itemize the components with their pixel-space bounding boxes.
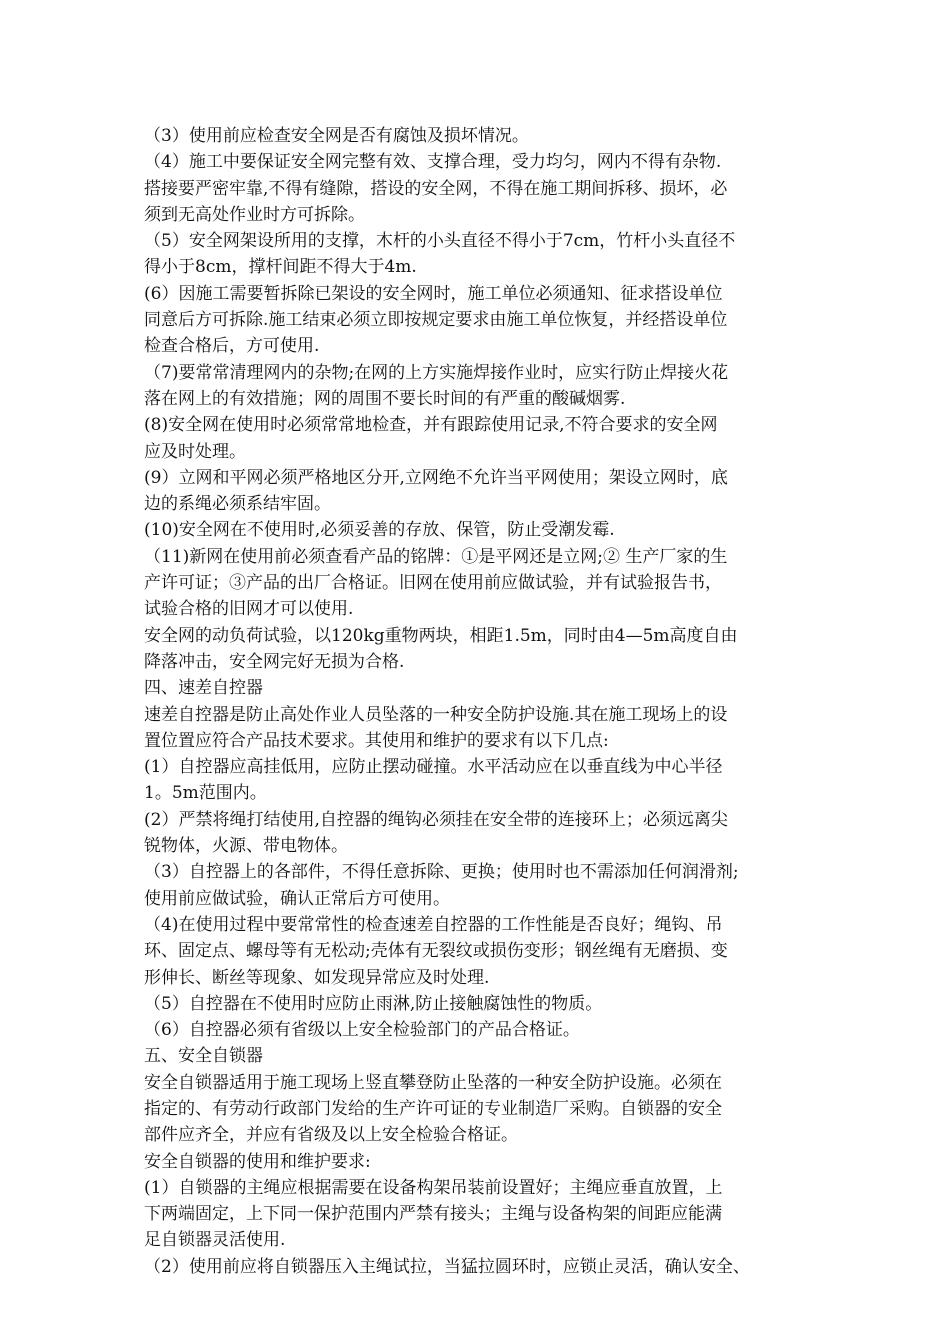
text-line: (6）因施工需要暂拆除已架设的安全网时，施工单位必须通知、征求搭设单位: [144, 283, 723, 304]
text-line: 使用前应做试验，确认正常后方可使用。: [144, 888, 450, 909]
text-line: 产许可证；③产品的出厂合格证。旧网在使用前应做试验，并有试验报告书，: [144, 573, 722, 594]
text-line: 五、安全自锁器: [144, 1046, 263, 1067]
text-line: 落在网上的有效措施；网的周围不要长时间的有严重的酸碱烟雾.: [144, 388, 626, 409]
text-line: 部件应齐全，并应有省级及以上安全检验合格证。: [144, 1125, 518, 1146]
text-line: 锐物体，火源、带电物体。: [144, 836, 348, 857]
text-line: 检查合格后，方可使用.: [144, 336, 320, 357]
text-line: 速差自控器是防止高处作业人员坠落的一种安全防护设施.其在施工现场上的设: [144, 704, 728, 725]
text-line: 搭接要严密牢靠,不得有缝隙，搭设的安全网，不得在施工期间拆移、损坏，必: [144, 178, 728, 199]
text-line: 须到无高处作业时方可拆除。: [144, 204, 365, 225]
text-line: 试验合格的旧网才可以使用.: [144, 599, 354, 620]
text-line: (9）立网和平网必须严格地区分开,立网绝不允许当平网使用；架设立网时，底: [144, 467, 728, 488]
text-line: 足自锁器灵活使用.: [144, 1230, 286, 1251]
text-line: (10)安全网在不使用时,必须妥善的存放、保管，防止受潮发霉.: [144, 520, 615, 541]
text-line: 1。5m范围内。: [144, 783, 267, 804]
text-line: （4)在使用过程中要常常性的检查速差自控器的工作性能是否良好；绳钩、吊: [144, 914, 723, 935]
text-line: 四、速差自控器: [144, 678, 263, 699]
text-line: （5）自控器在不使用时应防止雨淋,防止接触腐蚀性的物质。: [144, 993, 603, 1014]
text-line: 降落冲击，安全网完好无损为合格.: [144, 651, 405, 672]
text-line: (2）严禁将绳打结使用,自控器的绳钩必须挂在安全带的连接环上；必须远离尖: [144, 809, 728, 830]
text-line: (1）自控器应高挂低用，应防止摆动碰撞。水平活动应在以垂直线为中心半径: [144, 757, 723, 778]
text-line: 同意后方可拆除.施工结束必须立即按规定要求由施工单位恢复，并经搭设单位: [144, 310, 728, 331]
text-line: 置位置应符合产品技术要求。其使用和维护的要求有以下几点:: [144, 730, 609, 751]
text-line: 安全自锁器适用于施工现场上竖直攀登防止坠落的一种安全防护设施。必须在: [144, 1072, 722, 1093]
text-line: (1）自锁器的主绳应根据需要在设备构架吊装前设置好；主绳应垂直放置，上: [144, 1177, 723, 1198]
text-line: （2）使用前应将自锁器压入主绳试拉，当猛拉圆环时，应锁止灵活，确认安全、: [144, 1256, 750, 1277]
text-line: （3）自控器上的各部件，不得任意拆除、更换；使用时也不需添加任何润滑剂;: [144, 862, 739, 883]
text-line: 边的系绳必须系结牢固。: [144, 494, 331, 515]
text-line: 形伸长、断丝等现象、如发现异常应及时处理.: [144, 967, 490, 988]
text-line: （7)要常常清理网内的杂物;在网的上方实施焊接作业时，应实行防止焊接火花: [144, 362, 729, 383]
text-line: （3）使用前应检查安全网是否有腐蚀及损坏情况。: [144, 126, 529, 146]
text-line: （4）施工中要保证安全网完整有效、支撑合理，受力均匀，网内不得有杂物.: [144, 152, 722, 173]
text-line: 应及时处理。: [144, 441, 246, 462]
text-line: （5）安全网架设所用的支撑，木杆的小头直径不得小于7cm，竹杆小头直径不: [144, 231, 736, 252]
document-body: [144, 123, 824, 1280]
text-line: 得小于8cm，撑杆间距不得大于4m.: [144, 257, 417, 278]
text-line: （11)新网在使用前必须查看产品的铭牌：①是平网还是立网;② 生产厂家的生: [144, 546, 728, 567]
text-line: 下两端固定，上下同一保护范围内严禁有接头；主绳与设备构架的间距应能满: [144, 1204, 722, 1225]
text-line: 安全网的动负荷试验，以120kg重物两块，相距1.5m，同时由4—5m高度自由: [144, 625, 738, 646]
text-line: 环、固定点、螺母等有无松动;壳体有无裂纹或损伤变形；钢丝绳有无磨损、变: [144, 941, 728, 962]
text-line: （6）自控器必须有省级以上安全检验部门的产品合格证。: [144, 1020, 580, 1041]
text-line: (8)安全网在使用时必须常常地检查，并有跟踪使用记录,不符合要求的安全网: [144, 415, 718, 436]
text-line: 安全自锁器的使用和维护要求:: [144, 1151, 371, 1172]
text-line: 指定的、有劳动行政部门发给的生产许可证的专业制造厂采购。自锁器的安全: [144, 1098, 722, 1119]
